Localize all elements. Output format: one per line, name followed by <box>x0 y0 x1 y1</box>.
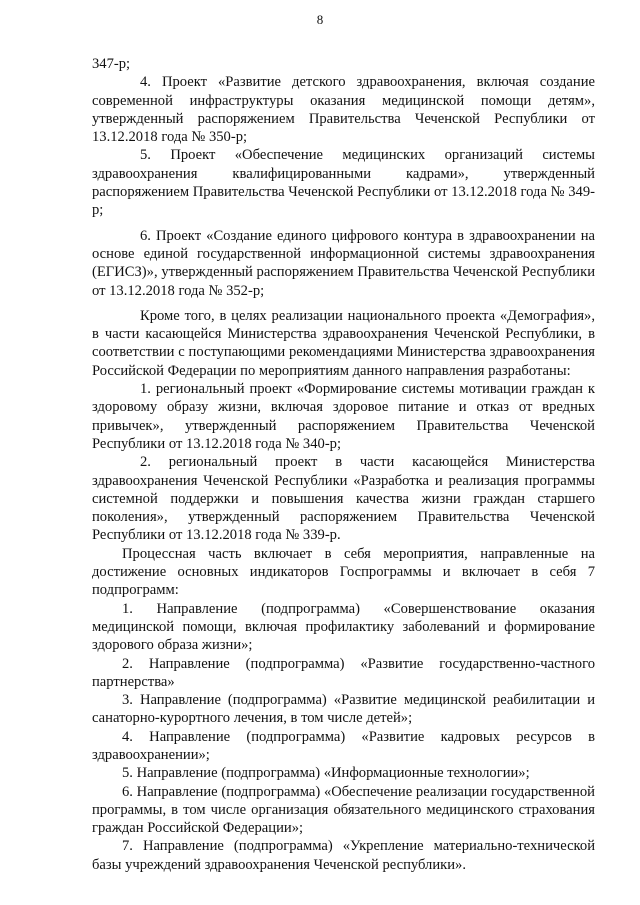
paragraph-regional-project-2: 2. региональный проект в части касающейся Министерства здравоохранения Чеченской Республики «Разработка и реализация программы системной поддержки и повышения качества жизни граждан старшего поколения», утвержденный распоряжением Правительства Чеченской Республики от 13.12.2018 года № 339-р. <box>92 454 595 544</box>
paragraph-subprogram-7: 7. Направление (подпрограмма) «Укрепление материально-технической базы учреждений здравоохранения Чеченской республики». <box>92 838 595 873</box>
paragraph-subprogram-5: 5. Направление (подпрограмма) «Информационные технологии»; <box>122 765 530 782</box>
paragraph-project-4: 4. Проект «Развитие детского здравоохранения, включая создание современной инфраструктуры оказания медицинской помощи детям», утвержденный распоряжением Правительства Чеченской Республики от 13.12.2018 года № 350-р; <box>92 74 595 146</box>
paragraph-demography-intro: Кроме того, в целях реализации национального проекта «Демография», в части касающейся Министерства здравоохранения Чеченской Республики, в соответствии с поступающими рекомендациями Министерства здравоохранения Российской Федерации по мероприятиям данного направления разработаны: <box>92 307 595 379</box>
paragraph-subprogram-1: 1. Направление (подпрограмма) «Совершенствование оказания медицинской помощи, включая профилактику заболеваний и формирование здорового образа жизни»; <box>92 600 595 654</box>
paragraph-process-part: Процессная часть включает в себя мероприятия, направленные на достижение основных индикаторов Госпрограммы и включает в себя 7 подпрограмм: <box>92 545 595 599</box>
paragraph-regional-project-1: 1. региональный проект «Формирование системы мотивации граждан к здоровому образу жизни, включая здоровое питание и отказ от вредных привычек», утвержденный распоряжением Правительства Чеченской Республики от 13.12.2018 года № 340-р; <box>92 381 595 452</box>
page-number: 8 <box>316 12 324 27</box>
paragraph-project-5: 5. Проект «Обеспечение медицинских организаций системы здравоохранения квалифицированными кадрами», утвержденный распоряжением Правительства Чеченской Республики от 13.12.2018 года № 349-р; <box>92 147 595 219</box>
paragraph-project-6: 6. Проект «Создание единого цифрового контура в здравоохранении на основе единой государственной информационной системы здравоохранения (ЕГИСЗ)», утвержденный распоряжением Правительства Чеченской Республики от 13.12.2018 года № 352-р; <box>92 227 595 299</box>
paragraph-continuation: 347-р; <box>92 56 131 72</box>
document-body <box>92 55 595 874</box>
paragraph-subprogram-2: 2. Направление (подпрограмма) «Развитие государственно-частного партнерства» <box>92 655 595 690</box>
paragraph-subprogram-3: 3. Направление (подпрограмма) «Развитие медицинской реабилитации и санаторно-курортного лечения, в том числе детей»; <box>92 692 595 727</box>
paragraph-subprogram-4: 4. Направление (подпрограмма) «Развитие кадровых ресурсов в здравоохранении»; <box>92 728 595 763</box>
paragraph-subprogram-6: 6. Направление (подпрограмма) «Обеспечение реализации государственной программы, в том числе организация обязательного медицинского страхования граждан Российской Федерации»; <box>92 783 595 837</box>
